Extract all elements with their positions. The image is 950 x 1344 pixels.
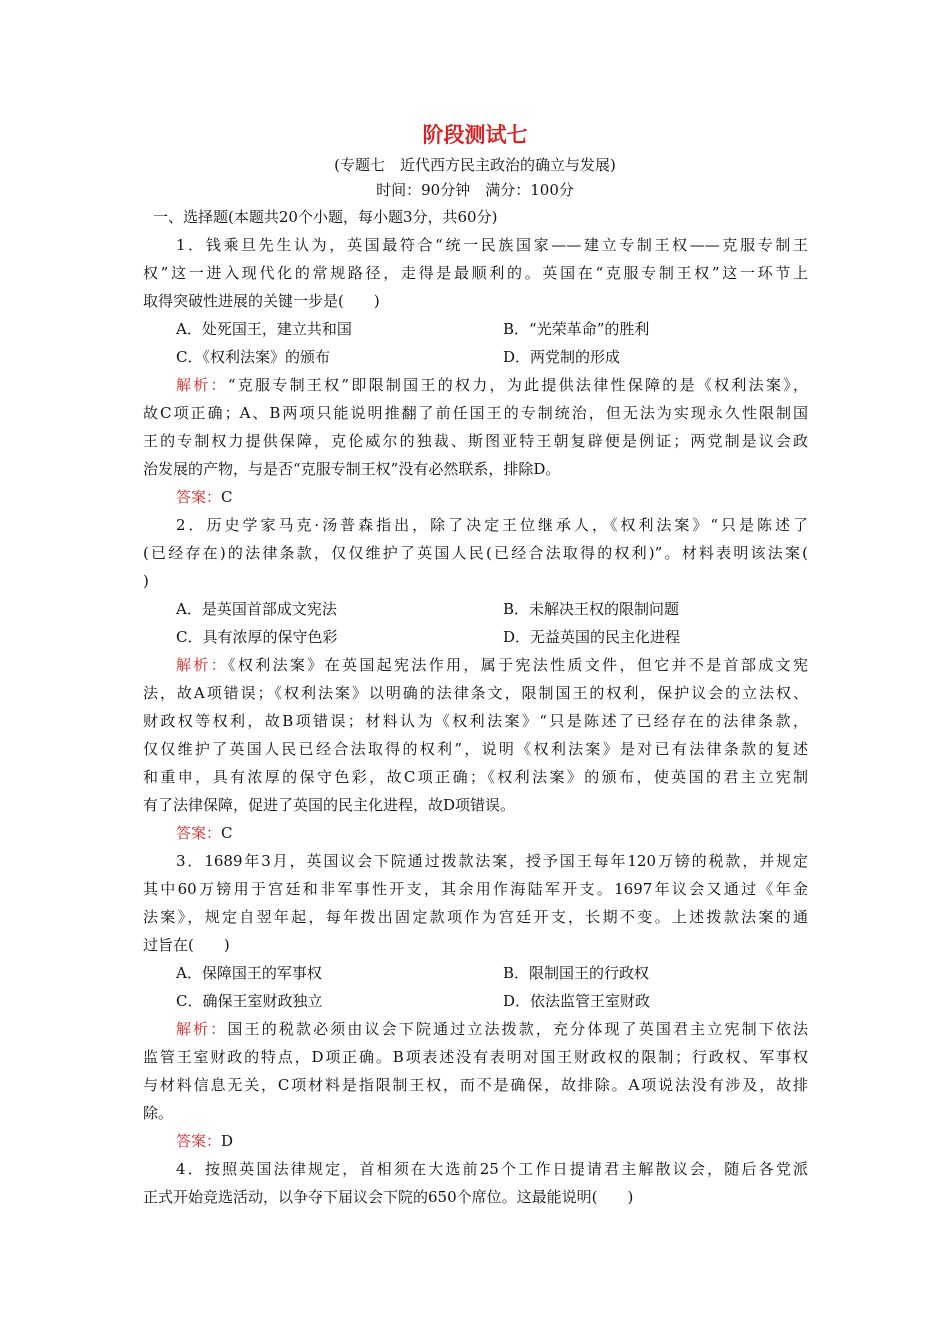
analysis-line bbox=[143, 1015, 808, 1043]
analysis-line: 监管王室财政的特点，D项正确。B项表述没有表明对国王财政权的限制；行政权、军事权 bbox=[143, 1048, 808, 1066]
analysis-label: 解析： bbox=[176, 656, 229, 674]
option-d: D．无益英国的民主化进程 bbox=[503, 628, 681, 646]
analysis-line: 与材料信息无关，C项材料是指限制王权，而不是确保，故排除。A项说法没有涉及，故排 bbox=[143, 1076, 808, 1094]
analysis-line: 有了法律保障，促进了英国的民主化进程，故D项错误。 bbox=[143, 796, 516, 814]
analysis-label: 解析： bbox=[176, 376, 228, 394]
option-a: A．保障国王的军事权 bbox=[176, 964, 322, 982]
analysis-line: 治发展的产物，与是否“克服专制王权”没有必然联系，排除D。 bbox=[143, 460, 561, 478]
analysis-text: 国王的税款必须由议会下院通过立法拨款，充分体现了英国君主立宪制下依法 bbox=[227, 1020, 808, 1038]
answer-line bbox=[143, 819, 808, 847]
answer-value: C bbox=[221, 824, 233, 842]
analysis-line: 法，故A项错误；《权利法案》以明确的法律条文，限制国王的权利，保护议会的立法权、 bbox=[143, 684, 808, 702]
option-d: D．依法监管王室财政 bbox=[503, 992, 651, 1010]
option-a: A．处死国王，建立共和国 bbox=[176, 320, 352, 338]
answer-line bbox=[143, 1127, 808, 1155]
page-title: 阶段测试七 bbox=[422, 122, 528, 147]
answer-label: 答案： bbox=[176, 488, 222, 506]
question-stem-line: (已经存在)的法律条款，仅仅维护了英国人民(已经合法取得的权利)”。材料表明该法案( bbox=[143, 544, 808, 562]
analysis-line: 财政权等权利，故B项错误；材料认为《权利法案》“只是陈述了已经存在的法律条款， bbox=[143, 712, 808, 730]
question-4 bbox=[143, 1155, 808, 1211]
analysis-label: 解析： bbox=[176, 1020, 228, 1038]
analysis-text: “克服专制王权”即限制国王的权力，为此提供法律性保障的是《权利法案》， bbox=[227, 376, 808, 394]
answer-value: C bbox=[221, 488, 233, 506]
question-2 bbox=[143, 511, 808, 847]
analysis-line bbox=[143, 651, 808, 679]
section-heading: 一、选择题(本题共20个小题，每小题3分，共60分) bbox=[153, 208, 498, 226]
answer-label: 答案： bbox=[176, 824, 222, 842]
option-b: B．“光荣革命”的胜利 bbox=[503, 320, 650, 338]
analysis-line: 仅仅维护了英国人民已经合法取得的权利”，说明《权利法案》是对已有法律条款的复述 bbox=[143, 740, 808, 758]
question-stem-line: 4．按照英国法律规定，首相须在大选前25个工作日提请君主解散议会，随后各党派 bbox=[176, 1160, 808, 1178]
exam-meta: 时间：90分钟 满分：100分 bbox=[376, 181, 574, 199]
option-row bbox=[143, 315, 808, 343]
question-stem-line: 其中60万镑用于宫廷和非军事性开支，其余用作海陆军开支。1697年议会又通过《年金 bbox=[143, 880, 808, 898]
question-stem-line: 2．历史学家马克·汤普森指出，除了决定王位继承人，《权利法案》“只是陈述了 bbox=[176, 516, 808, 534]
document-body bbox=[143, 203, 808, 1211]
option-row bbox=[143, 623, 808, 651]
answer-value: D bbox=[221, 1132, 234, 1150]
option-a: A．是英国首部成文宪法 bbox=[176, 600, 337, 618]
option-row bbox=[143, 959, 808, 987]
option-d: D．两党制的形成 bbox=[503, 348, 621, 366]
option-c: C．具有浓厚的保守色彩 bbox=[176, 628, 338, 646]
analysis-line: 和重申，具有浓厚的保守色彩，故C项正确；《权利法案》的颁布，使英国的君主立宪制 bbox=[143, 768, 808, 786]
answer-line bbox=[143, 483, 808, 511]
option-row bbox=[143, 595, 808, 623]
option-b: B．限制国王的行政权 bbox=[503, 964, 650, 982]
analysis-line: 除。 bbox=[143, 1104, 174, 1122]
question-stem-line: 过旨在( ) bbox=[143, 936, 230, 954]
question-1 bbox=[143, 231, 808, 511]
question-stem-line: 1．钱乘旦先生认为，英国最符合“统一民族国家——建立专制王权——克服专制王 bbox=[176, 236, 808, 254]
option-row bbox=[143, 987, 808, 1015]
question-stem-line: 正式开始竞选活动，以争夺下届议会下院的650个席位。这最能说明( ) bbox=[143, 1188, 634, 1206]
analysis-line bbox=[143, 371, 808, 399]
option-b: B．未解决王权的限制问题 bbox=[503, 600, 680, 618]
analysis-line: 王的专制权力提供保障，克伦威尔的独裁、斯图亚特王朝复辟便是例证；两党制是议会政 bbox=[143, 432, 808, 450]
analysis-line: 故C项正确；A、B两项只能说明推翻了前任国王的专制统治，但无法为实现永久性限制国 bbox=[143, 404, 808, 422]
question-3 bbox=[143, 847, 808, 1155]
question-stem-line: 3．1689年3月，英国议会下院通过拨款法案，授予国王每年120万镑的税款，并规定 bbox=[176, 852, 808, 870]
question-stem-line: 取得突破性进展的关键一步是( ) bbox=[143, 292, 380, 310]
question-stem-line: ) bbox=[143, 572, 149, 590]
option-row bbox=[143, 343, 808, 371]
option-c: C．确保王室财政独立 bbox=[176, 992, 323, 1010]
answer-label: 答案： bbox=[176, 1132, 222, 1150]
question-stem-line: 法案》，规定自翌年起，每年拨出固定款项作为宫廷开支，长期不变。上述拨款法案的通 bbox=[143, 908, 808, 926]
page-subtitle: (专题七 近代西方民主政治的确立与发展) bbox=[334, 156, 616, 174]
question-stem-line: 权”这一进入现代化的常规路径，走得是最顺利的。英国在“克服专制王权”这一环节上 bbox=[143, 264, 808, 282]
analysis-text: 《权利法案》在英国起宪法作用，属于宪法性质文件，但它并不是首部成文宪 bbox=[228, 656, 808, 674]
option-c: C．《权利法案》的颁布 bbox=[176, 348, 330, 366]
